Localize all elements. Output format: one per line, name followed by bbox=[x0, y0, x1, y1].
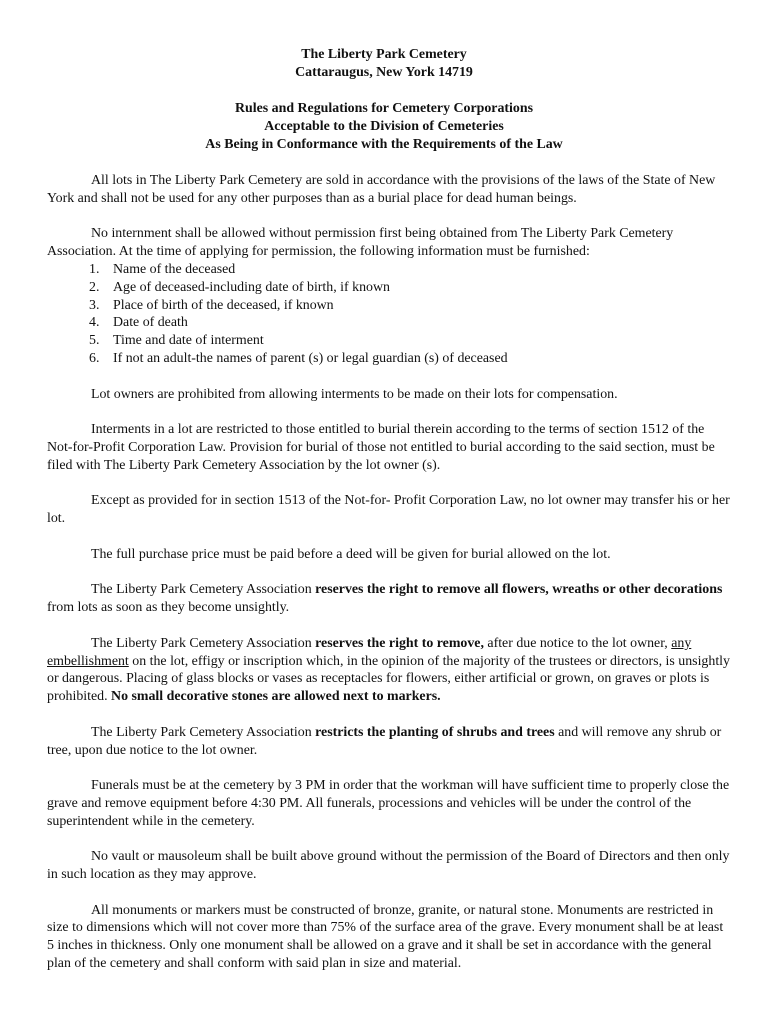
list-item: 2. Age of deceased-including date of birth, if known bbox=[89, 279, 390, 295]
subtitle-line-1: Rules and Regulations for Cemetery Corporations bbox=[235, 101, 533, 116]
paragraph-internment-permission: No internment shall be allowed without permission first being obtained from The Liberty Park Cemetery Association. At the time of applying for permission, the following information must be furnished: bbox=[47, 226, 674, 260]
document-header bbox=[0, 46, 768, 82]
cemetery-location: Cattaraugus, New York 14719 bbox=[295, 64, 473, 80]
document-body bbox=[47, 172, 733, 991]
paragraph-monuments: All monuments or markers must be constructed of bronze, granite, or natural stone. Monuments are restricted in size to dimensions which will not cover more than 75% of the surface area of the grave. Every monument shall be at least 5 inches in thickness. Only one monument shall be allowed on a grave and it shall be set in accordance with the general plan of the cemetery and shall conform with said plan in size and material. bbox=[47, 902, 724, 972]
paragraph-shrubs-trees: The Liberty Park Cemetery Association restricts the planting of shrubs and trees and will remove any shrub or tree, upon due notice to the lot owner. bbox=[47, 724, 722, 758]
cemetery-name: The Liberty Park Cemetery bbox=[301, 47, 467, 62]
paragraph-funerals: Funerals must be at the cemetery by 3 PM in order that the workman will have sufficient time to properly close the grave and remove equipment before 4:30 PM. All funerals, processions and vehicles will be under the control of the superintendent while in the cemetery. bbox=[47, 778, 730, 829]
required-information-list bbox=[47, 261, 733, 368]
paragraph-lot-sales: All lots in The Liberty Park Cemetery are sold in accordance with the provisions of the laws of the State of New York and shall not be used for any other purposes than as a burial place for dead human beings. bbox=[47, 173, 716, 206]
document-subtitle bbox=[0, 100, 768, 153]
paragraph-embellishments: The Liberty Park Cemetery Association reserves the right to remove, after due notice to the lot owner, any embellishment on the lot, effigy or inscription which, in the opinion of the majority of the trustees or directors, is unsightly or dangerous. Placing of glass blocks or vases as receptacles for flowers, either artificial or grown, on graves or plots is prohibited. No small decorative stones are allowed next to markers. bbox=[47, 635, 730, 705]
list-item: 5. Time and date of interment bbox=[89, 333, 264, 349]
subtitle-line-3: As Being in Conformance with the Requirements of the Law bbox=[205, 136, 563, 152]
list-item: 6. If not an adult-the names of parent (s) or legal guardian (s) of deceased bbox=[89, 350, 508, 366]
paragraph-vaults: No vault or mausoleum shall be built above ground without the permission of the Board of Directors and then only in such location as they may approve. bbox=[47, 849, 730, 883]
list-item: 1. Name of the deceased bbox=[89, 261, 236, 277]
list-item: 4. Date of death bbox=[89, 315, 188, 331]
list-item: 3. Place of birth of the deceased, if known bbox=[89, 297, 334, 313]
paragraph-flowers: The Liberty Park Cemetery Association reserves the right to remove all flowers, wreaths or other decorations from lots as soon as they become unsightly. bbox=[47, 582, 723, 616]
paragraph-purchase-price: The full purchase price must be paid before a deed will be given for burial allowed on the lot. bbox=[91, 546, 611, 562]
subtitle-line-2: Acceptable to the Division of Cemeteries bbox=[264, 118, 504, 134]
paragraph-interment-restrictions: Interments in a lot are restricted to those entitled to burial therein according to the terms of section 1512 of the Not-for-Profit Corporation Law. Provision for burial of those not entitled to burial according to the said section, must be filed with The Liberty Park Cemetery Association by the lot owner (s). bbox=[47, 422, 715, 473]
paragraph-lot-transfer: Except as provided for in section 1513 of the Not-for- Profit Corporation Law, no lot owner may transfer his or her lot. bbox=[47, 493, 730, 527]
paragraph-compensation: Lot owners are prohibited from allowing interments to be made on their lots for compensation. bbox=[91, 386, 618, 402]
